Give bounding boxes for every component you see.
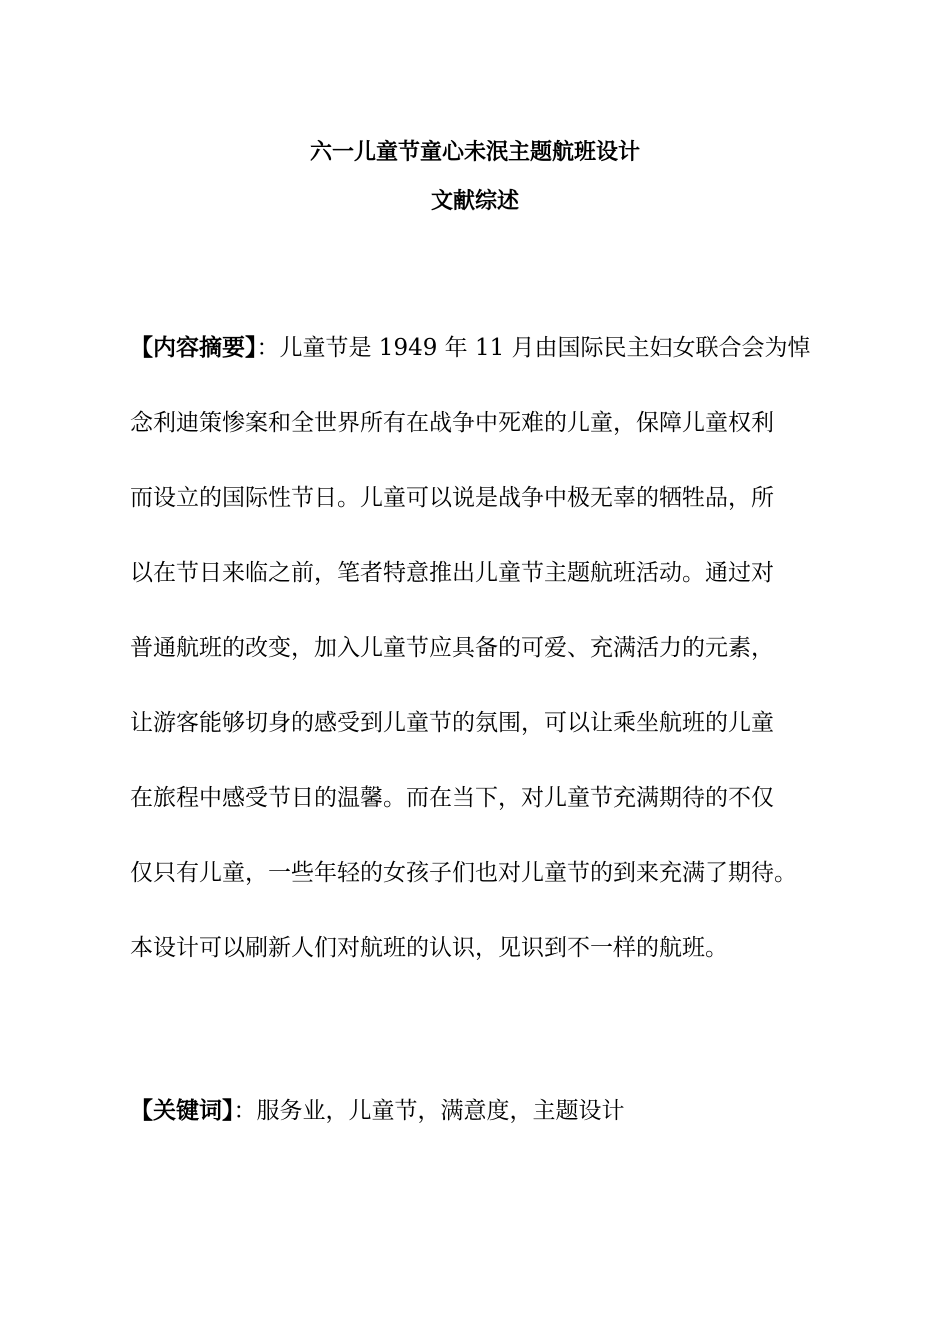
abstract-line: 以在节日来临之前，笔者特意推出儿童节主题航班活动。通过对 xyxy=(130,560,774,586)
abstract-line: 让游客能够切身的感受到儿童节的氛围，可以让乘坐航班的儿童 xyxy=(130,710,774,736)
abstract-section xyxy=(130,311,836,986)
abstract-line-text: ：儿童节是 1949 年 11 月由国际民主妇女联合会为悼 xyxy=(256,335,811,361)
abstract-line: 普通航班的改变，加入儿童节应具备的可爱、充满活力的元素， xyxy=(130,635,774,661)
abstract-line: 而设立的国际性节日。儿童可以说是战争中极无辜的牺牲品，所 xyxy=(130,485,774,511)
abstract-line: 在旅程中感受节日的温馨。而在当下，对儿童节充满期待的不仅 xyxy=(130,785,774,811)
abstract-line: 本设计可以刷新人们对航班的认识，见识到不一样的航班。 xyxy=(130,935,728,961)
keywords-text: ：服务业，儿童节，满意度，主题设计 xyxy=(233,1098,625,1124)
abstract-line: 念利迪策惨案和全世界所有在战争中死难的儿童，保障儿童权利 xyxy=(130,410,774,436)
abstract-label: 【内容摘要】 xyxy=(130,335,257,361)
document-title: 六一儿童节童心未泯主题航班设计 xyxy=(309,140,640,165)
keywords-section xyxy=(130,1093,625,1129)
keywords-label: 【关键词】 xyxy=(130,1098,234,1124)
abstract-line: 仅只有儿童，一些年轻的女孩子们也对儿童节的到来充满了期待。 xyxy=(130,860,797,886)
document-subtitle: 文献综述 xyxy=(430,189,519,214)
abstract-line xyxy=(130,311,836,386)
